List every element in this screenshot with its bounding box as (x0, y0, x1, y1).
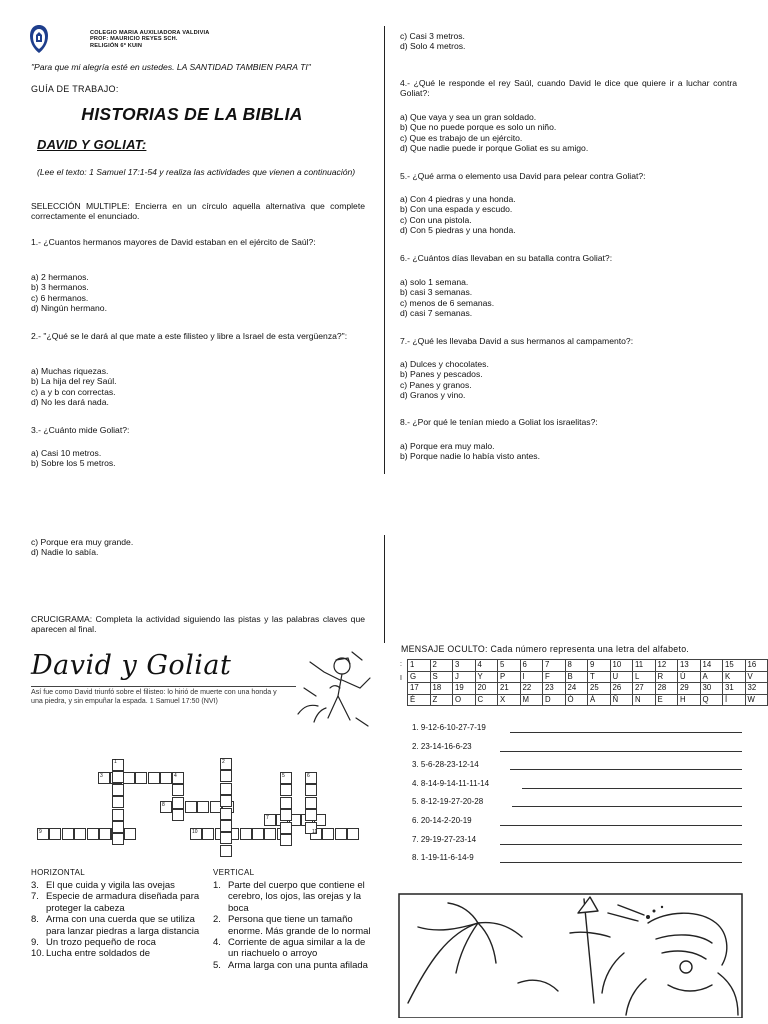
question-text: 1.- ¿Cuantos hermanos mayores de David estaban en el ejército de Saúl?: (31, 237, 316, 247)
answer-line[interactable] (500, 862, 742, 863)
crossword-heading: David y Goliat (31, 650, 232, 681)
option-d[interactable]: d) casi 7 semanas. (400, 308, 473, 319)
code-label: 1. 9-12-6-10-27-7-19 (412, 723, 486, 732)
motto: "Para que mi alegría esté en ustedes. LA SANTIDAD TAMBIEN PARA TI" (31, 62, 311, 72)
cipher-cell: 17 (408, 683, 431, 695)
crossword-cell[interactable] (220, 770, 232, 782)
clue-item: 9. Un trozo pequeño de roca (31, 936, 156, 948)
crossword-cell[interactable] (220, 820, 232, 832)
answer-line[interactable] (510, 732, 742, 733)
cipher-cell: D (543, 694, 566, 706)
option-a[interactable]: a) Porque era muy malo. (400, 441, 495, 451)
cipher-marker: : (400, 661, 402, 668)
cipher-cell: 12 (655, 660, 678, 672)
horizontal-clues-heading: HORIZONTAL (31, 868, 85, 877)
page-title: HISTORIAS DE LA BIBLIA (81, 104, 303, 124)
crossword-number: 10 (192, 829, 198, 835)
question-text: 3.- ¿Cuánto mide Goliat?: (31, 425, 130, 435)
cipher-row-letters-1 (408, 671, 768, 683)
question-text: 4.- ¿Qué le responde el rey Saúl, cuando David le dice que quiere ir a luchar contra Goliat?: (400, 78, 737, 99)
code-label: 8. 1-19-11-6-14-9 (412, 853, 474, 863)
crossword-number: 2 (222, 759, 225, 765)
option-b[interactable]: b) Con una espada y escudo. (400, 204, 513, 215)
option-b[interactable]: b) Que no puede porque es solo un niño. (400, 122, 557, 133)
crossword-cell[interactable] (220, 845, 232, 857)
crossword-cell[interactable] (160, 772, 172, 784)
crossword-cell[interactable] (112, 809, 124, 821)
cipher-cell: H (678, 694, 701, 706)
crossword-number: 9 (39, 829, 42, 835)
option-a[interactable]: a) Con 4 piedras y una honda. (400, 194, 516, 204)
crossword-cell[interactable] (280, 809, 292, 821)
cipher-cell: 7 (543, 660, 566, 672)
cipher-cell: E (655, 694, 678, 706)
answer-line[interactable] (500, 844, 742, 845)
crossword-cell[interactable] (305, 809, 317, 821)
cipher-cell: G (408, 671, 431, 683)
cipher-cell: 22 (520, 683, 543, 695)
cipher-cell: 16 (745, 660, 768, 672)
cipher-cell: A (700, 671, 723, 683)
option-a[interactable]: a) solo 1 semana. (400, 277, 469, 287)
crossword-cell[interactable] (135, 772, 147, 784)
answer-line[interactable] (512, 806, 742, 807)
crossword-cell[interactable] (280, 822, 292, 834)
cipher-cell: 29 (678, 683, 701, 695)
options-list (400, 359, 489, 401)
option-b[interactable]: b) 3 hermanos. (31, 282, 89, 293)
crossword-cell[interactable] (280, 797, 292, 809)
cipher-cell: K (723, 671, 746, 683)
option-d[interactable]: d) Nadie lo sabía. (31, 547, 99, 558)
clue-item: 1. Parte del cuerpo que contiene el cerebro, los ojos, las orejas y la boca (213, 880, 365, 914)
clue-item: 5. Arma larga con una punta afilada (213, 959, 368, 971)
cipher-cell: W (745, 694, 768, 706)
options-list-continued (400, 31, 465, 52)
crossword-cell[interactable] (49, 828, 61, 840)
crossword-cell[interactable] (220, 795, 232, 807)
crossword-cell[interactable] (99, 828, 111, 840)
cipher-cell: É (408, 694, 431, 706)
option-a[interactable]: a) Dulces y chocolates. (400, 359, 489, 369)
column-divider-bottom (384, 535, 385, 643)
horizontal-clues-list (31, 880, 206, 960)
crossword-cell[interactable] (172, 784, 184, 796)
cipher-cell: N (633, 694, 656, 706)
crossword-number: 7 (266, 815, 269, 821)
cipher-cell: U (610, 671, 633, 683)
crossword-cell[interactable] (240, 828, 252, 840)
vertical-clues-heading: VERTICAL (213, 868, 255, 877)
code-label: 2. 23-14-16-6-23 (412, 741, 472, 751)
cipher-cell: 32 (745, 683, 768, 695)
answer-line[interactable] (500, 825, 742, 826)
cipher-cell: V (745, 671, 768, 683)
crossword-cell[interactable] (220, 808, 232, 820)
crossword-cell[interactable] (252, 828, 264, 840)
clue-item: 10. Lucha entre soldados de (31, 948, 151, 960)
code-label: 5. 8-12-19-27-20-28 (412, 797, 484, 807)
crossword-cell[interactable] (220, 832, 232, 844)
crossword-cell[interactable] (123, 772, 135, 784)
cipher-cell: X (498, 694, 521, 706)
crossword-cell[interactable] (87, 828, 99, 840)
option-b[interactable]: b) casi 3 semanas. (400, 287, 473, 298)
crossword-cell[interactable] (202, 828, 214, 840)
crossword-cell[interactable] (172, 797, 184, 809)
crossword-number: 3 (100, 773, 103, 779)
options-list (400, 112, 588, 154)
option-d[interactable]: d) Ningún hermano. (31, 303, 107, 314)
crossword-number: 6 (307, 773, 310, 779)
cipher-cell: 14 (700, 660, 723, 672)
options-list (400, 441, 540, 462)
cipher-cell: 6 (520, 660, 543, 672)
battle-illustration-icon (290, 648, 380, 730)
option-c[interactable]: c) a y b con correctas. (31, 386, 116, 397)
goliath-illustration-icon (398, 893, 743, 1018)
crossword-cell[interactable] (347, 828, 359, 840)
cipher-cell: 26 (610, 683, 633, 695)
cipher-cell: Q (700, 694, 723, 706)
cipher-row-numbers-2 (408, 683, 768, 695)
hidden-message-title: MENSAJE OCULTO: Cada número representa una letra del alfabeto. (401, 644, 690, 654)
cipher-cell: 28 (655, 683, 678, 695)
option-c[interactable]: c) menos de 6 semanas. (400, 297, 495, 308)
answer-line[interactable] (500, 751, 742, 752)
bible-quote: Así fue como David triunfó sobre el filisteo: lo hirió de muerte con una honda y una piedra, y sin empuñar la espada. 1 Samuel 17:50 (NVI) (31, 688, 277, 705)
cipher-cell: T (588, 671, 611, 683)
question-text: 7.- ¿Qué les llevaba David a sus hermanos al campamento?: (400, 336, 634, 346)
question-block (31, 237, 365, 247)
crossword-number: 1 (114, 759, 117, 765)
school-header (90, 30, 210, 49)
cipher-cell: O (453, 694, 476, 706)
option-b[interactable]: b) La hija del rey Saúl. (31, 376, 117, 387)
clue-item: 8. Arma con una cuerda que se utiliza para lanzar piedras a larga distancia (31, 914, 200, 937)
cipher-cell: 9 (588, 660, 611, 672)
answer-line[interactable] (522, 788, 742, 789)
option-b[interactable]: b) Sobre los 5 metros. (31, 458, 116, 469)
cipher-cell: 19 (453, 683, 476, 695)
heading-rule (31, 686, 296, 687)
cipher-cell: 3 (453, 660, 476, 672)
clue-item: 7. Especie de armadura diseñada para proteger la cabeza (31, 891, 200, 914)
options-list (400, 277, 494, 319)
crossword-cell[interactable] (124, 828, 136, 840)
cipher-cell: 31 (723, 683, 746, 695)
question-block (31, 425, 129, 435)
cipher-cell: 1 (408, 660, 431, 672)
cipher-cell: 10 (610, 660, 633, 672)
crossword-cell[interactable] (335, 828, 347, 840)
option-c[interactable]: c) Que es trabajo de un ejército. (400, 132, 523, 143)
code-label: 6. 20-14-2-20-19 (412, 816, 472, 825)
option-c[interactable]: c) Porque era muy grande. (31, 537, 134, 547)
cipher-cell: 8 (565, 660, 588, 672)
option-d[interactable]: d) No les dará nada. (31, 397, 109, 408)
cipher-cell: Ú (678, 671, 701, 683)
cipher-row-letters-2 (408, 694, 768, 706)
option-a[interactable]: a) Que vaya y sea un gran soldado. (400, 112, 537, 122)
clue-item: 3. El que cuida y vigila las ovejas (31, 880, 175, 891)
question-text: 6.- ¿Cuántos días llevaban en su batalla contra Goliat?: (400, 253, 613, 263)
option-b[interactable]: b) Panes y pescados. (400, 369, 483, 380)
crossword-cell[interactable] (280, 834, 292, 846)
vertical-clues-list (213, 880, 378, 971)
option-a[interactable]: a) Muchas riquezas. (31, 366, 109, 376)
crossword-cell[interactable] (197, 801, 209, 813)
question-block (31, 331, 365, 341)
cipher-cell: L (633, 671, 656, 683)
school-name: COLEGIO MARIA AUXILIADORA VALDIVIA (90, 30, 210, 36)
course-name: RELIGIÓN 6º KUIN (90, 42, 143, 49)
crossword-number: 5 (282, 773, 285, 779)
cipher-cell: C (475, 694, 498, 706)
cipher-row-numbers-1 (408, 660, 768, 672)
cipher-cell: S (430, 671, 453, 683)
option-d[interactable]: d) Que nadie puede ir porque Goliat es su amigo. (400, 143, 589, 154)
crossword-cell[interactable] (112, 833, 124, 845)
cipher-cell: 15 (723, 660, 746, 672)
cipher-cell: 11 (633, 660, 656, 672)
question-text: 8.- ¿Por qué le tenían miedo a Goliat los israelitas?: (400, 417, 598, 427)
cipher-cell: Í (723, 694, 746, 706)
reading-instruction: (Lee el texto: 1 Samuel 17:1-54 y realiza las actividades que vienen a continuación) (37, 167, 356, 177)
code-label: 3. 5-6-28-23-12-14 (412, 760, 479, 770)
code-label: 4. 8-14-9-14-11-11-14 (412, 778, 490, 788)
cipher-cell: 30 (700, 683, 723, 695)
cipher-cell: 21 (498, 683, 521, 695)
cipher-cell: Z (430, 694, 453, 706)
column-divider-top (384, 26, 385, 474)
crossword-cell[interactable] (172, 809, 184, 821)
crossword-cell[interactable] (112, 771, 124, 783)
crossword-cell[interactable] (322, 828, 334, 840)
crossword-cell[interactable] (264, 828, 276, 840)
options-list (31, 448, 116, 469)
crossword-cell[interactable] (305, 784, 317, 796)
page-subtitle: DAVID Y GOLIAT: (37, 137, 147, 152)
option-c[interactable]: c) Panes y granos. (400, 379, 472, 390)
option-c[interactable]: c) Con una pistola. (400, 214, 472, 225)
cipher-cell: 24 (565, 683, 588, 695)
crossword-number: 8 (162, 802, 165, 808)
crossword-cell[interactable] (74, 828, 86, 840)
cipher-cell: 20 (475, 683, 498, 695)
cipher-cell: 25 (588, 683, 611, 695)
option-d[interactable]: d) Solo 4 metros. (400, 41, 466, 52)
cipher-cell: Y (475, 671, 498, 683)
crossword-cell[interactable] (305, 797, 317, 809)
cipher-cell: I (520, 671, 543, 683)
school-crest-icon (28, 24, 50, 54)
question-block (400, 417, 598, 427)
option-d[interactable]: d) Granos y vino. (400, 390, 466, 401)
cipher-cell: M (520, 694, 543, 706)
cipher-marker: I (400, 675, 402, 682)
teacher-name: PROF: MAURICIO REYES SCH. (90, 36, 178, 43)
crossword-cell[interactable] (112, 796, 124, 808)
options-list (31, 366, 117, 408)
question-block (400, 253, 612, 263)
crossword-cell[interactable] (185, 801, 197, 813)
cipher-cell: 23 (543, 683, 566, 695)
cipher-cell: Ñ (610, 694, 633, 706)
cipher-cell: 4 (475, 660, 498, 672)
multiple-choice-instructions: SELECCIÓN MULTIPLE: Encierra en un círculo aquella alternativa que complete correctamente el enunciado. (31, 201, 365, 222)
cipher-cell: 18 (430, 683, 453, 695)
cipher-cell: B (565, 671, 588, 683)
cipher-cell: 27 (633, 683, 656, 695)
crossword-number: 11 (312, 829, 318, 835)
option-c[interactable]: c) 6 hermanos. (31, 292, 89, 303)
crossword-cell[interactable] (112, 821, 124, 833)
option-a[interactable]: a) Casi 10 metros. (31, 448, 102, 458)
cipher-cell: 5 (498, 660, 521, 672)
crossword-cell[interactable] (112, 784, 124, 796)
option-c[interactable]: c) Casi 3 metros. (400, 31, 465, 41)
cipher-cell: F (543, 671, 566, 683)
guide-label: GUÍA DE TRABAJO: (31, 84, 119, 94)
options-list-continued (31, 537, 133, 558)
option-b[interactable]: b) Porque nadie lo había visto antes. (400, 451, 540, 462)
crossword-number: 4 (174, 773, 177, 779)
options-list (31, 272, 107, 314)
code-label: 7. 29-19-27-23-14 (412, 834, 477, 844)
crossword-instructions: CRUCIGRAMA: Completa la actividad siguiendo las pistas y las palabras claves que aparecen al final. (31, 614, 365, 635)
question-text: 2.- "¿Qué se le dará al que mate a este filisteo y libre a Israel de esta vergüenza?": (31, 331, 348, 341)
crossword-cell[interactable] (220, 783, 232, 795)
option-a[interactable]: a) 2 hermanos. (31, 272, 89, 282)
crossword-cell[interactable] (62, 828, 74, 840)
clue-item: 2. Persona que tiene un tamaño enorme. Más grande de lo normal (213, 914, 371, 937)
crossword-cell[interactable] (148, 772, 160, 784)
cipher-cell: 13 (678, 660, 701, 672)
cipher-cell: R (655, 671, 678, 683)
question-block (400, 78, 737, 99)
question-text: 5.- ¿Qué arma o elemento usa David para pelear contra Goliat?: (400, 171, 646, 181)
cipher-cell: P (498, 671, 521, 683)
cipher-cell: Ó (565, 694, 588, 706)
cipher-cell: J (453, 671, 476, 683)
crossword-cell[interactable] (280, 784, 292, 796)
question-block (400, 171, 646, 181)
cipher-cell: 2 (430, 660, 453, 672)
cipher-table (407, 659, 768, 706)
options-list (400, 194, 516, 236)
question-block (400, 336, 633, 346)
option-d[interactable]: d) Con 5 piedras y una honda. (400, 225, 516, 236)
answer-line[interactable] (510, 769, 742, 770)
cipher-cell: Á (588, 694, 611, 706)
clue-item: 4. Corriente de agua similar a la de un riachuelo o arroyo (213, 936, 366, 960)
